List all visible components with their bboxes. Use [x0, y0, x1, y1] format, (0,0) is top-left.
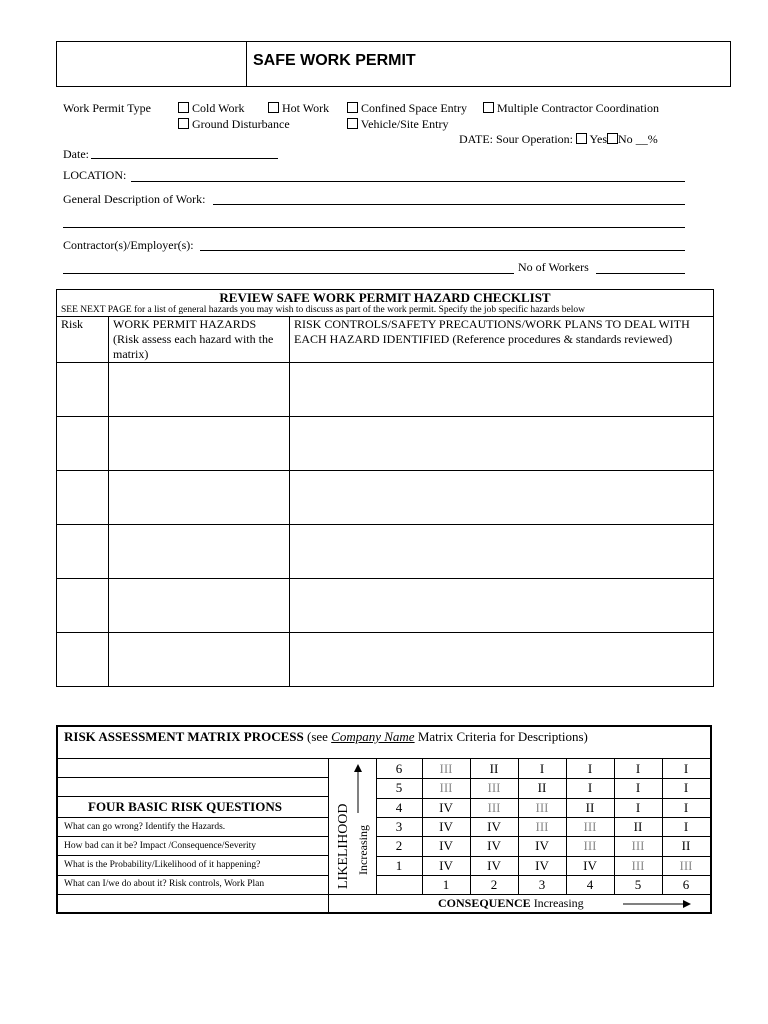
- risk-class-cell: I: [683, 819, 689, 834]
- col-header-controls: RISK CONTROLS/SAFETY PRECAUTIONS/WORK PLANS TO DEAL WITH EACH HAZARD IDENTIFIED (Reference procedures & standards reviewed): [290, 317, 714, 363]
- sour-operation-label: DATE: Sour Operation:: [459, 132, 573, 146]
- table-row: [57, 363, 714, 417]
- consequence-level-6: 6: [682, 877, 690, 892]
- date-label: Date:: [63, 147, 89, 161]
- risk-class-cell: I: [635, 800, 641, 815]
- consequence-level-3: 3: [538, 877, 546, 892]
- confined-space-option[interactable]: Confined Space Entry: [347, 101, 467, 116]
- risk-class-cell: IV: [439, 838, 453, 853]
- control-cell[interactable]: [290, 579, 714, 633]
- page-title: SAFE WORK PERMIT: [253, 52, 416, 69]
- hazard-cell[interactable]: [109, 579, 290, 633]
- risk-class-cell: III: [439, 780, 453, 795]
- consequence-level-1: 1: [442, 877, 450, 892]
- risk-cell[interactable]: [57, 633, 109, 687]
- risk-cell[interactable]: [57, 417, 109, 471]
- location-field[interactable]: [131, 181, 685, 182]
- control-cell[interactable]: [290, 417, 714, 471]
- likelihood-label: LIKELIHOOD: [336, 803, 351, 889]
- hazard-cell[interactable]: [109, 363, 290, 417]
- risk-class-cell: IV: [583, 858, 597, 873]
- control-cell[interactable]: [290, 525, 714, 579]
- likelihood-increasing: Increasing: [356, 825, 370, 875]
- question-line: [58, 855, 328, 856]
- consequence-level-2: 2: [490, 877, 498, 892]
- risk-class-cell: IV: [439, 819, 453, 834]
- sour-yes-checkbox[interactable]: [576, 133, 587, 144]
- matrix-title: RISK ASSESSMENT MATRIX PROCESS (see Company Name Matrix Criteria for Descriptions): [64, 729, 588, 744]
- risk-class-cell: III: [631, 838, 645, 853]
- risk-class-cell: IV: [487, 838, 501, 853]
- contractor-field[interactable]: [200, 250, 685, 251]
- sour-operation-row: [459, 132, 658, 147]
- risk-class-cell: III: [439, 761, 453, 776]
- hazard-table-subtitle: SEE NEXT PAGE for a list of general hazards you may wish to discuss as part of the work permit. Specify the job specific hazards below: [57, 305, 714, 317]
- hazard-cell[interactable]: [109, 417, 290, 471]
- control-cell[interactable]: [290, 633, 714, 687]
- multiple-contractor-option[interactable]: Multiple Contractor Coordination: [483, 101, 659, 116]
- matrix-bottom-line: [58, 894, 710, 895]
- date-field[interactable]: [91, 158, 278, 159]
- multiple-contractor-checkbox[interactable]: [483, 102, 494, 113]
- risk-cell[interactable]: [57, 471, 109, 525]
- risk-class-cell: I: [683, 761, 689, 776]
- question-2: How bad can it be? Impact /Consequence/Severity: [64, 841, 257, 851]
- likelihood-arrow-icon: [353, 764, 363, 814]
- risk-class-cell: III: [583, 819, 597, 834]
- permit-type-label: Work Permit Type: [63, 101, 151, 115]
- risk-matrix: [56, 725, 712, 914]
- risk-class-cell: III: [535, 800, 549, 815]
- consequence-level-4: 4: [586, 877, 594, 892]
- risk-class-cell: III: [535, 819, 549, 834]
- hazard-cell[interactable]: [109, 471, 290, 525]
- question-1: What can go wrong? Identify the Hazards.: [64, 822, 226, 832]
- hazard-cell[interactable]: [109, 525, 290, 579]
- table-row: [57, 471, 714, 525]
- workers-label: No of Workers: [518, 260, 589, 274]
- question-line: [58, 875, 328, 876]
- matrix-left-border: [328, 758, 329, 914]
- risk-class-cell: I: [635, 780, 641, 795]
- likelihood-level-3: 3: [395, 819, 403, 834]
- question-3: What is the Probability/Likelihood of it happening?: [64, 860, 261, 870]
- risk-class-cell: II: [633, 819, 643, 834]
- risk-class-cell: IV: [439, 800, 453, 815]
- question-line: [58, 777, 328, 778]
- location-label: LOCATION:: [63, 168, 127, 182]
- table-row: [57, 417, 714, 471]
- risk-class-cell: II: [537, 780, 547, 795]
- risk-cell[interactable]: [57, 363, 109, 417]
- risk-class-cell: III: [487, 800, 501, 815]
- likelihood-level-4: 4: [395, 800, 403, 815]
- question-line: [58, 817, 328, 818]
- consequence-arrow-icon: [623, 899, 693, 909]
- matrix-grid: [376, 759, 710, 894]
- risk-class-cell: III: [583, 838, 597, 853]
- table-row: [57, 525, 714, 579]
- hot-work-option[interactable]: Hot Work: [268, 101, 329, 116]
- sour-percent: __%: [635, 132, 658, 146]
- risk-class-cell: II: [681, 838, 691, 853]
- vehicle-site-option[interactable]: Vehicle/Site Entry: [347, 117, 448, 132]
- description-field[interactable]: [213, 204, 685, 205]
- ground-disturbance-checkbox[interactable]: [178, 118, 189, 129]
- sour-no-checkbox[interactable]: [607, 133, 618, 144]
- control-cell[interactable]: [290, 471, 714, 525]
- header-divider: [246, 42, 247, 86]
- cold-work-option[interactable]: Cold Work: [178, 101, 244, 116]
- risk-class-cell: IV: [487, 858, 501, 873]
- confined-space-checkbox[interactable]: [347, 102, 358, 113]
- col-header-hazards: WORK PERMIT HAZARDS (Risk assess each hazard with the matrix): [109, 317, 290, 363]
- permit-header: [56, 41, 731, 87]
- vehicle-site-checkbox[interactable]: [347, 118, 358, 129]
- risk-class-cell: IV: [439, 858, 453, 873]
- risk-class-cell: I: [587, 761, 593, 776]
- consequence-label: CONSEQUENCE Increasing: [438, 896, 584, 910]
- col-header-risk: Risk: [57, 317, 109, 363]
- hazard-table-title: REVIEW SAFE WORK PERMIT HAZARD CHECKLIST: [57, 290, 714, 306]
- risk-class-cell: IV: [535, 838, 549, 853]
- description-field-line2[interactable]: [63, 227, 685, 228]
- table-row: [57, 579, 714, 633]
- risk-class-cell: IV: [487, 819, 501, 834]
- workers-field[interactable]: [596, 273, 685, 274]
- hazard-cell[interactable]: [109, 633, 290, 687]
- risk-class-cell: I: [587, 780, 593, 795]
- consequence-level-5: 5: [634, 877, 642, 892]
- ground-disturbance-option[interactable]: Ground Disturbance: [178, 117, 290, 132]
- risk-class-cell: III: [679, 858, 693, 873]
- likelihood-level-6: 6: [395, 761, 403, 776]
- risk-class-cell: III: [487, 780, 501, 795]
- cold-work-checkbox[interactable]: [178, 102, 189, 113]
- risk-class-cell: I: [683, 800, 689, 815]
- risk-class-cell: II: [585, 800, 595, 815]
- question-line: [58, 796, 328, 797]
- control-cell[interactable]: [290, 363, 714, 417]
- risk-class-cell: III: [631, 858, 645, 873]
- contractor-label: Contractor(s)/Employer(s):: [63, 238, 194, 252]
- hazard-table: [56, 289, 714, 687]
- contractor-field-line2[interactable]: [63, 273, 514, 274]
- hot-work-checkbox[interactable]: [268, 102, 279, 113]
- risk-class-cell: I: [683, 780, 689, 795]
- question-4: What can I/we do about it? Risk controls, Work Plan: [64, 879, 265, 889]
- questions-title: FOUR BASIC RISK QUESTIONS: [88, 799, 282, 814]
- description-label: General Description of Work:: [63, 192, 206, 206]
- likelihood-level-1: 1: [395, 858, 403, 873]
- likelihood-level-5: 5: [395, 780, 403, 795]
- sour-yes-label: Yes: [589, 132, 608, 146]
- question-line: [58, 836, 328, 837]
- table-row: [57, 633, 714, 687]
- risk-cell[interactable]: [57, 525, 109, 579]
- risk-class-cell: II: [489, 761, 499, 776]
- risk-class-cell: I: [635, 761, 641, 776]
- risk-class-cell: I: [539, 761, 545, 776]
- likelihood-level-2: 2: [395, 838, 403, 853]
- sour-no-label: No: [618, 132, 633, 146]
- risk-class-cell: IV: [535, 858, 549, 873]
- risk-cell[interactable]: [57, 579, 109, 633]
